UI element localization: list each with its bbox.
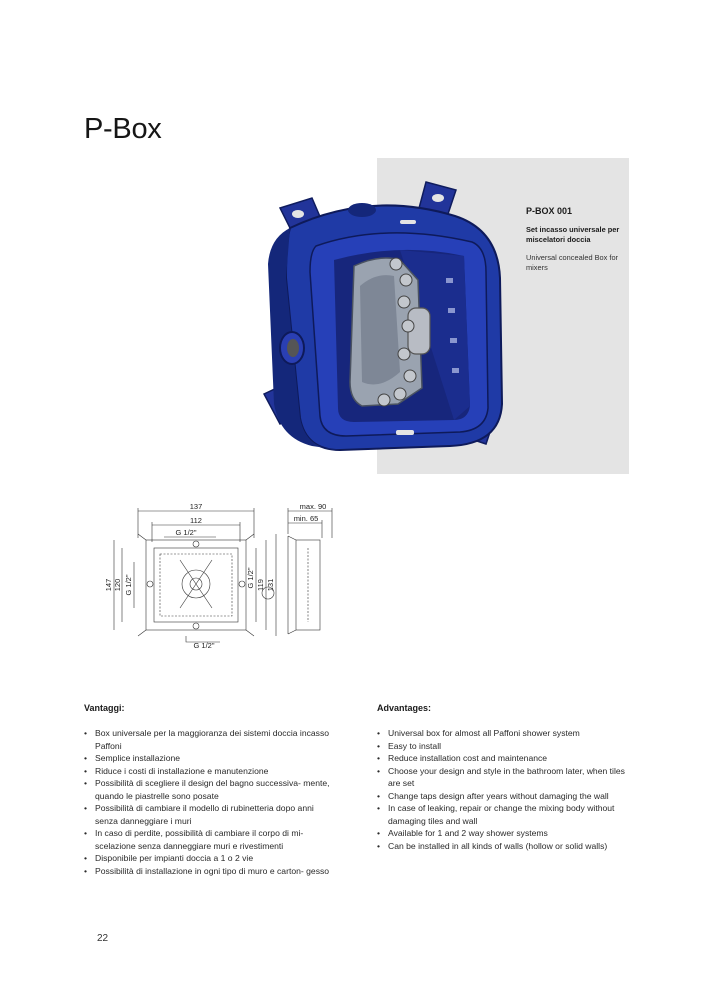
product-image-pbox — [250, 168, 520, 458]
vantaggi-item: • In caso di perdite, possibilità di cambiare il corpo di mi- scelazione senza danneggiare muri e rivestimenti — [84, 827, 339, 852]
advantages-item: • Change taps design after years without damaging the wall — [377, 790, 632, 803]
dim-g-top: G 1/2" — [175, 528, 197, 537]
advantages-item: • Reduce installation cost and maintenance — [377, 752, 632, 765]
product-info — [526, 206, 626, 273]
dim-g-bottom: G 1/2" — [193, 641, 215, 648]
vantaggi-item: • Box universale per la maggioranza dei sistemi doccia incasso Paffoni — [84, 727, 339, 752]
product-description-en: Universal concealed Box for mixers — [526, 253, 619, 272]
vantaggi-item: • Riduce i costi di installazione e manutenzione — [84, 765, 339, 778]
front-view-outline — [146, 540, 246, 630]
vantaggi-section — [84, 703, 339, 877]
advantages-item: • Easy to install — [377, 740, 632, 753]
vantaggi-list — [84, 727, 339, 877]
vantaggi-item: • Semplice installazione — [84, 752, 339, 765]
dim-131: 131 — [266, 578, 275, 592]
advantages-item: • Can be installed in all kinds of walls (hollow or solid walls) — [377, 840, 632, 853]
product-description-it: Set incasso universale per miscelatori doccia — [526, 225, 620, 244]
dim-119: 119 — [256, 579, 265, 591]
vantaggi-item: • Possibilità di scegliere il design del bagno successiva- mente, quando le piastrelle sono posate — [84, 777, 339, 802]
advantages-list — [377, 727, 632, 852]
page-number: 22 — [97, 933, 109, 944]
advantages-item: • Universal box for almost all Paffoni shower system — [377, 727, 632, 740]
vantaggi-item: • Possibilità di installazione in ogni tipo di muro e carton- gesso — [84, 865, 339, 878]
dim-g-left: G 1/2" — [124, 574, 133, 596]
advantages-section — [377, 703, 632, 852]
dim-max90: max. 90 — [299, 502, 327, 511]
dim-120: 120 — [113, 578, 122, 592]
dim-g-right: G 1/2" — [246, 567, 255, 589]
advantages-item: • In case of leaking, repair or change the mixing body without damaging tiles and wall — [377, 802, 632, 827]
advantages-item: • Available for 1 and 2 way shower systems — [377, 827, 632, 840]
advantages-item: • Choose your design and style in the bathroom later, when tiles are set — [377, 765, 632, 790]
dim-147: 147 — [104, 578, 113, 592]
technical-drawing — [100, 498, 340, 648]
dim-137: 137 — [189, 502, 203, 511]
dim-min65: min. 65 — [293, 514, 319, 523]
product-code: P-BOX 001 — [526, 206, 573, 216]
vantaggi-item: • Possibilità di cambiare il modello di rubinetteria dopo anni senza danneggiare i muri — [84, 802, 339, 827]
vantaggi-title: Vantaggi: — [84, 703, 125, 713]
dim-112: 112 — [190, 516, 202, 525]
page-title: P-Box — [84, 113, 162, 146]
advantages-title: Advantages: — [377, 703, 432, 713]
vantaggi-item: • Disponibile per impianti doccia a 1 o 2 vie — [84, 852, 339, 865]
